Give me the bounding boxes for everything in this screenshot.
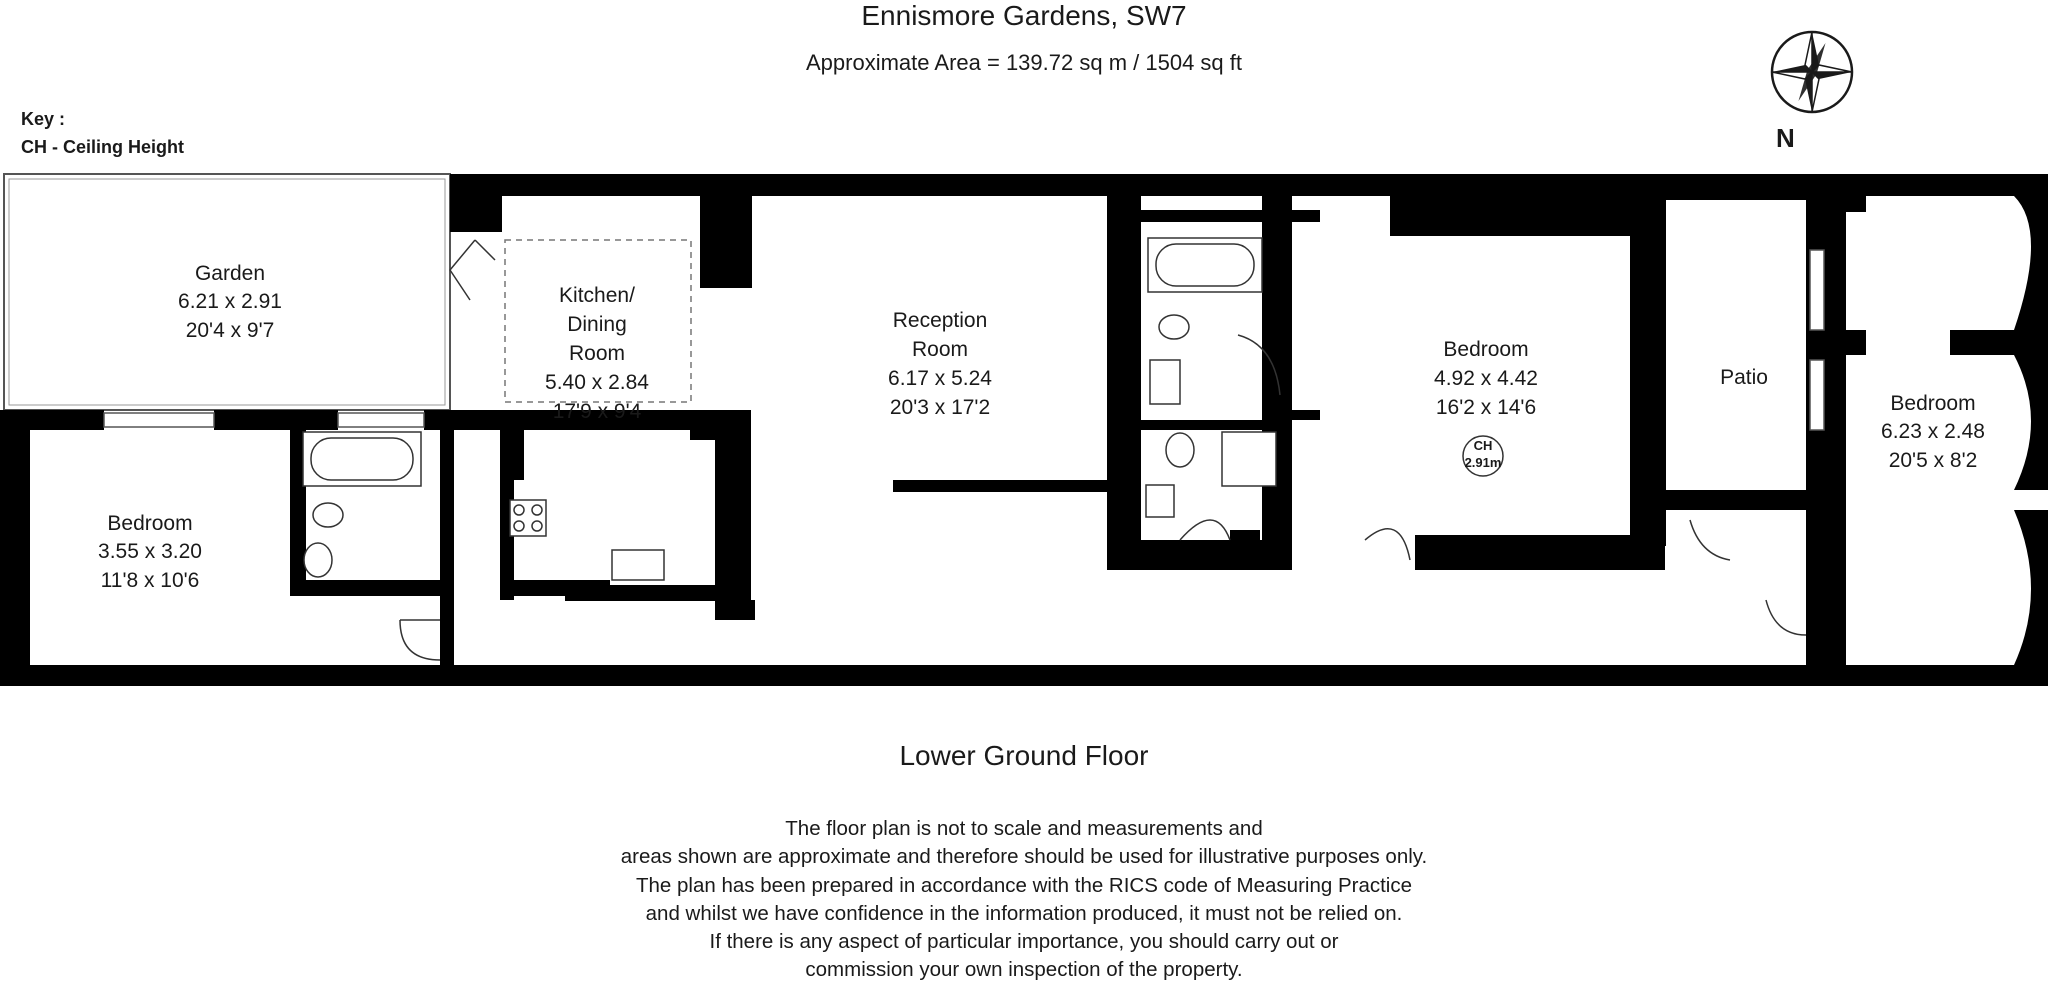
bedroom-center-imperial: 16'2 x 14'6 bbox=[1435, 396, 1537, 419]
reception-name-line-2: Room bbox=[911, 338, 969, 361]
garden-name: Garden bbox=[194, 262, 266, 285]
ceiling-height-value: 2.91m bbox=[1464, 455, 1502, 470]
room-bedroom-right bbox=[1881, 392, 1985, 472]
garden-imperial: 20'4 x 9'7 bbox=[185, 319, 275, 342]
disclaimer-line: The floor plan is not to scale and measurements and bbox=[785, 817, 1263, 840]
reception-metric: 6.17 x 5.24 bbox=[888, 367, 992, 390]
garden-metric: 6.21 x 2.91 bbox=[178, 290, 282, 313]
compass-rose-icon bbox=[1772, 32, 1852, 112]
room-patio bbox=[1720, 366, 1768, 389]
room-bedroom-left bbox=[98, 512, 202, 592]
room-reception bbox=[888, 309, 992, 419]
reception-name-line-1: Reception bbox=[892, 309, 988, 332]
kitchen-name-line-3: Room bbox=[568, 342, 626, 365]
ceiling-height-marker bbox=[1463, 436, 1503, 476]
key-item-ceiling-height: CH - Ceiling Height bbox=[21, 137, 184, 157]
bedroom-center-metric: 4.92 x 4.42 bbox=[1434, 367, 1538, 390]
approximate-area: Approximate Area = 139.72 sq m / 1504 sq ft bbox=[806, 50, 1242, 75]
bedroom-center-name: Bedroom bbox=[1443, 338, 1529, 361]
compass-north-label: N bbox=[1776, 123, 1795, 153]
disclaimer-line: The plan has been prepared in accordance with the RICS code of Measuring Practice bbox=[635, 873, 1413, 897]
disclaimer-line: commission your own inspection of the property. bbox=[805, 958, 1243, 982]
key-heading: Key : bbox=[21, 109, 66, 129]
floor-label: Lower Ground Floor bbox=[899, 740, 1149, 771]
room-garden bbox=[178, 262, 282, 342]
ceiling-height-label: CH bbox=[1473, 438, 1493, 453]
bedroom-left-metric: 3.55 x 3.20 bbox=[98, 540, 202, 563]
exterior-walls bbox=[0, 174, 2048, 686]
reception-imperial: 20'3 x 17'2 bbox=[889, 396, 991, 419]
bedroom-right-imperial: 20'5 x 8'2 bbox=[1888, 449, 1978, 472]
reception-partition bbox=[893, 480, 1107, 492]
disclaimer bbox=[0, 815, 2048, 985]
bedroom-left-name: Bedroom bbox=[107, 512, 193, 535]
disclaimer-line: and whilst we have confidence in the information produced, it must not be relied on. bbox=[645, 901, 1403, 925]
bedroom-right-metric: 6.23 x 2.48 bbox=[1881, 420, 1985, 443]
kitchen-imperial: 17'9 x 9'4 bbox=[552, 400, 642, 423]
kitchen-name-line-1: Kitchen/ bbox=[559, 284, 635, 307]
curved-wall-right bbox=[2014, 196, 2048, 665]
disclaimer-line: If there is any aspect of particular importance, you should carry out or bbox=[709, 930, 1339, 954]
plan-title: Ennismore Gardens, SW7 bbox=[861, 0, 1187, 31]
room-kitchen-dining bbox=[545, 284, 649, 423]
bedroom-left-imperial: 11'8 x 10'6 bbox=[100, 569, 200, 592]
room-bedroom-center bbox=[1434, 338, 1538, 419]
patio-name: Patio bbox=[1720, 366, 1768, 389]
kitchen-metric: 5.40 x 2.84 bbox=[545, 371, 649, 394]
bedroom-right-name: Bedroom bbox=[1890, 392, 1976, 415]
disclaimer-line: areas shown are approximate and therefore should be used for illustrative purposes only. bbox=[620, 845, 1428, 869]
kitchen-name-line-2: Dining bbox=[567, 313, 627, 336]
